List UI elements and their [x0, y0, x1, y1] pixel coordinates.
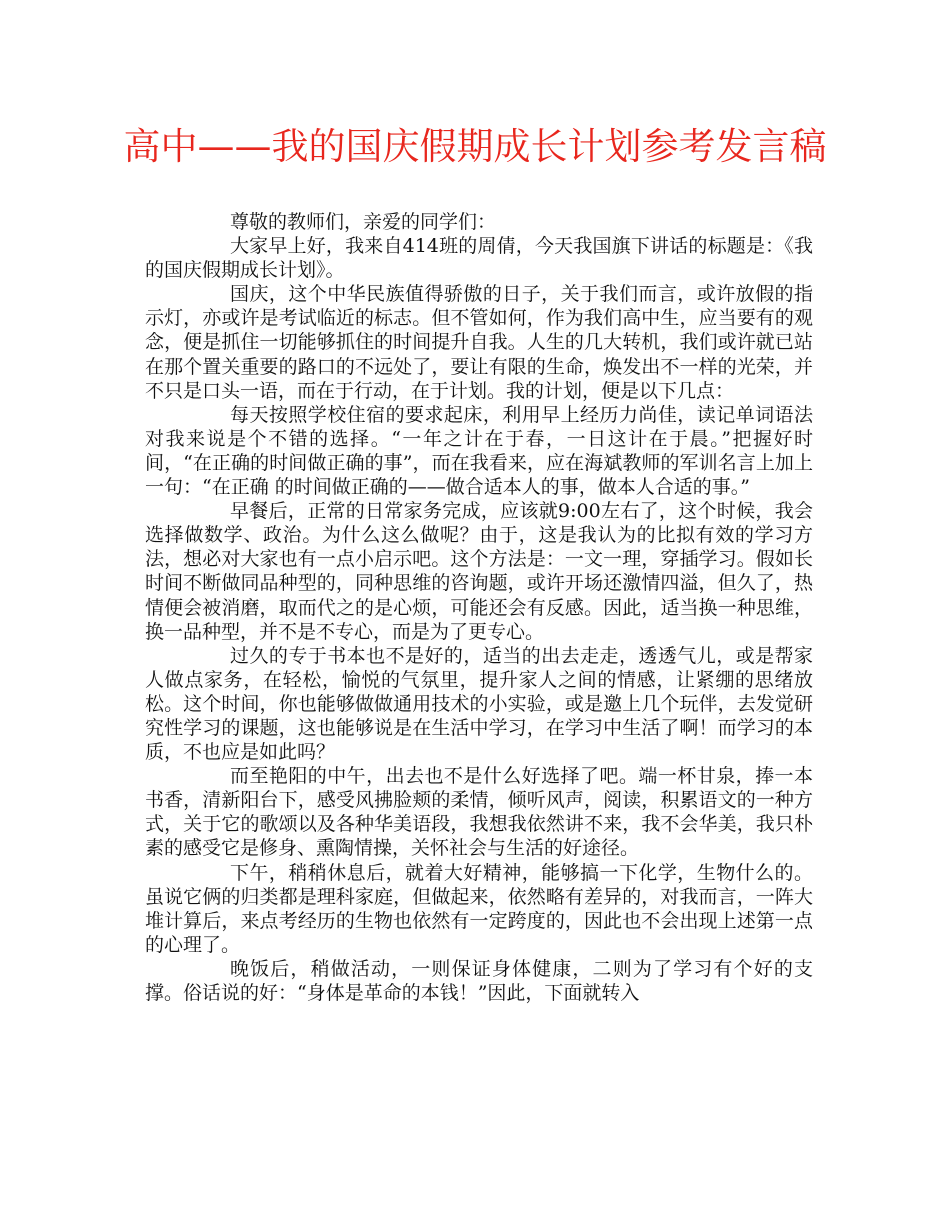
paragraph-salutation: 尊敬的教师们，亲爱的同学们：	[230, 211, 497, 233]
document-body	[145, 210, 813, 1005]
paragraph-morning: 每天按照学校住宿的要求起床，利用早上经历力尚佳，读记单词语法对我来说是个不错的选择。“一年之计在于春，一日这计在于晨。”把握好时间，“在正确的时间做正确的事”，而在我看来，应在海斌教师的军训名言上加上一句：“在正确 的时间做正确的——做合适本人的事，做本人合适的事。”	[145, 403, 813, 499]
paragraph-noon: 而至艳阳的中午，出去也不是什么好选择了吧。端一杯甘泉，捧一本书香，清新阳台下，感受风拂脸颊的柔情，倾听风声，阅读，积累语文的一种方式，关于它的歌颂以及各种华美语段，我想我依然讲不来，我不会华美，我只朴素的感受它是修身、熏陶情操，关怀社会与生活的好途径。	[145, 765, 813, 860]
document-title: 高中——我的国庆假期成长计划参考发言稿	[123, 125, 827, 168]
paragraph-after-breakfast: 早餐后，正常的日常家务完成，应该就9:00左右了，这个时候，我会选择做数学、政治。为什么这么做呢？由于，这是我认为的比拟有效的学习方法，想必对大家也有一点小启示吧。这个方法是：一文一理，穿插学习。假如长时间不断做同品种型的，同种思维的咨询题，或许开场还激情四溢，但久了，热情便会被消磨，取而代之的是心烦，可能还会有反感。因此，适当换一种思维，换一品种型，并不是不专心，而是为了更专心。	[145, 500, 813, 643]
paragraph-greeting: 大家早上好，我来自414班的周倩，今天我国旗下讲话的标题是：《我的国庆假期成长计划》。	[145, 235, 813, 282]
paragraph-break-time: 过久的专于书本也不是好的，适当的出去走走，透透气儿，或是帮家人做点家务，在轻松，愉悦的气氛里，提升家人之间的情感，让紧绷的思绪放松。这个时间，你也能够做做通用技术的小实验，或是邀上几个玩伴，去发觉研究性学习的课题，这也能够说是在生活中学习，在学习中生活了啊！而学习的本质，不也应是如此吗？	[145, 644, 813, 764]
paragraph-afternoon: 下午，稍稍休息后，就着大好精神，能够搞一下化学，生物什么的。虽说它俩的归类都是理科家庭，但做起来，依然略有差异的，对我而言，一阵大堆计算后，来点考经历的生物也依然有一定跨度的，因此也不会出现上述第一点的心理了。	[145, 861, 813, 956]
paragraph-evening: 晚饭后，稍做活动，一则保证身体健康，二则为了学习有个好的支撑。俗话说的好：“身体是革命的本钱！”因此，下面就转入	[145, 957, 813, 1004]
paragraph-national-day: 国庆，这个中华民族值得骄傲的日子，关于我们而言，或许放假的指示灯，亦或许是考试临近的标志。但不管如何，作为我们高中生，应当要有的观念，便是抓住一切能够抓住的时间提升自我。人生的几大转机，我们或许就已站在那个置关重要的路口的不远处了，要让有限的生命，焕发出不一样的光荣，并不只是口头一语，而在于行动，在于计划。我的计划，便是以下几点：	[145, 283, 813, 402]
